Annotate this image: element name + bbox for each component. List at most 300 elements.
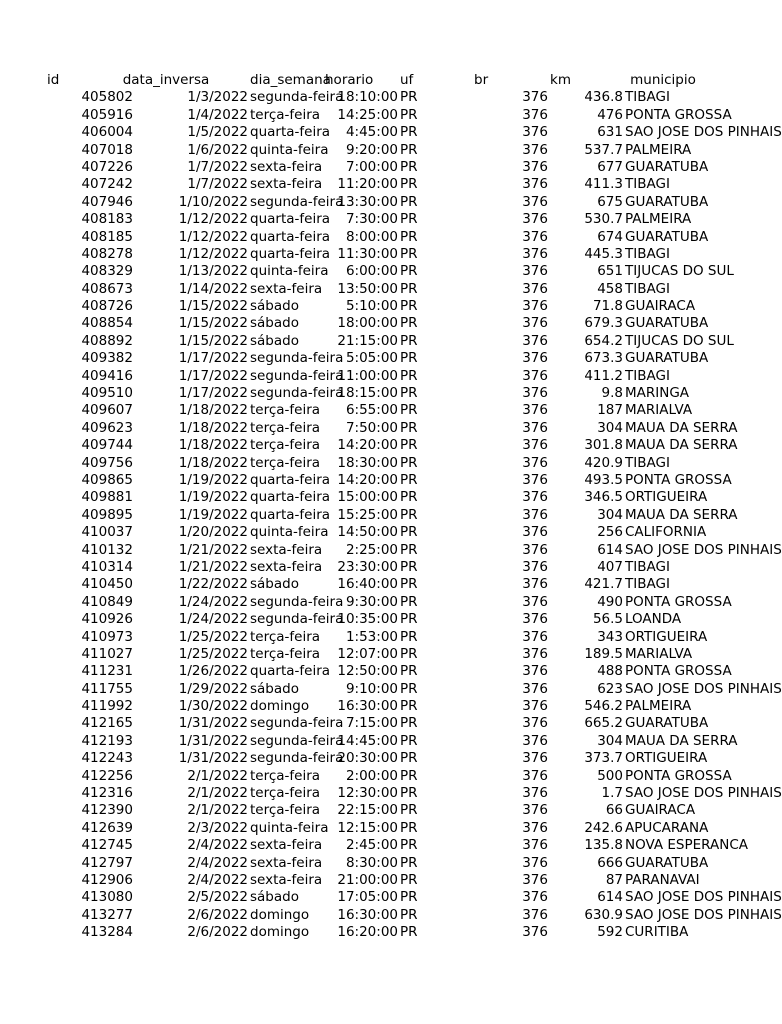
cell-uf[interactable]: PR: [400, 802, 418, 819]
cell-data-inversa[interactable]: 2/1/2022: [187, 767, 248, 784]
cell-km[interactable]: 189.5: [584, 645, 623, 662]
cell-id[interactable]: 411992: [81, 698, 133, 715]
cell-km[interactable]: 407: [597, 558, 623, 575]
cell-uf[interactable]: PR: [400, 385, 418, 402]
cell-municipio[interactable]: GUAIRACA: [625, 298, 696, 315]
cell-id[interactable]: 409416: [81, 367, 133, 384]
cell-data-inversa[interactable]: 1/31/2022: [178, 750, 248, 767]
cell-id[interactable]: 408278: [81, 245, 133, 262]
cell-data-inversa[interactable]: 2/4/2022: [187, 871, 248, 888]
cell-horario[interactable]: 8:30:00: [345, 854, 398, 871]
cell-km[interactable]: 373.7: [584, 750, 623, 767]
cell-horario[interactable]: 13:30:00: [337, 193, 398, 210]
cell-uf[interactable]: PR: [400, 837, 418, 854]
cell-data-inversa[interactable]: 1/31/2022: [178, 715, 248, 732]
cell-dia-semana[interactable]: sexta-feira: [250, 158, 323, 175]
cell-horario[interactable]: 22:15:00: [337, 802, 398, 819]
cell-uf[interactable]: PR: [400, 593, 418, 610]
cell-municipio[interactable]: PALMEIRA: [625, 698, 692, 715]
cell-horario[interactable]: 6:00:00: [345, 263, 398, 280]
cell-data-inversa[interactable]: 1/19/2022: [178, 471, 248, 488]
cell-municipio[interactable]: ORTIGUEIRA: [625, 628, 708, 645]
cell-municipio[interactable]: TIJUCAS DO SUL: [625, 332, 734, 349]
cell-uf[interactable]: PR: [400, 106, 418, 123]
cell-uf[interactable]: PR: [400, 715, 418, 732]
cell-municipio[interactable]: GUARATUBA: [625, 715, 709, 732]
cell-km[interactable]: 665.2: [584, 715, 623, 732]
cell-horario[interactable]: 9:10:00: [345, 680, 398, 697]
cell-municipio[interactable]: SAO JOSE DOS PINHAIS: [625, 785, 782, 802]
cell-dia-semana[interactable]: sexta-feira: [250, 871, 323, 888]
cell-id[interactable]: 407226: [81, 158, 133, 175]
cell-data-inversa[interactable]: 1/24/2022: [178, 611, 248, 628]
cell-id[interactable]: 405916: [81, 106, 133, 123]
cell-id[interactable]: 410973: [81, 628, 133, 645]
cell-id[interactable]: 409895: [81, 506, 133, 523]
cell-horario[interactable]: 15:00:00: [337, 489, 398, 506]
cell-uf[interactable]: PR: [400, 298, 418, 315]
cell-dia-semana[interactable]: sexta-feira: [250, 837, 323, 854]
cell-km[interactable]: 445.3: [584, 245, 623, 262]
cell-id[interactable]: 413277: [81, 906, 133, 923]
cell-uf[interactable]: PR: [400, 924, 418, 941]
cell-dia-semana[interactable]: segunda-feira: [250, 89, 344, 106]
cell-br[interactable]: 376: [522, 802, 548, 819]
cell-id[interactable]: 407242: [81, 176, 133, 193]
cell-uf[interactable]: PR: [400, 124, 418, 141]
cell-km[interactable]: 592: [597, 924, 623, 941]
cell-municipio[interactable]: MAUA DA SERRA: [625, 506, 738, 523]
cell-municipio[interactable]: GUAIRACA: [625, 802, 696, 819]
cell-br[interactable]: 376: [522, 367, 548, 384]
cell-km[interactable]: 304: [597, 419, 623, 436]
cell-id[interactable]: 409744: [81, 437, 133, 454]
cell-br[interactable]: 376: [522, 698, 548, 715]
cell-id[interactable]: 412256: [81, 767, 133, 784]
cell-municipio[interactable]: GUARATUBA: [625, 228, 709, 245]
cell-data-inversa[interactable]: 1/3/2022: [187, 89, 248, 106]
cell-uf[interactable]: PR: [400, 89, 418, 106]
cell-km[interactable]: 135.8: [584, 837, 623, 854]
cell-data-inversa[interactable]: 1/12/2022: [178, 245, 248, 262]
cell-km[interactable]: 304: [597, 732, 623, 749]
cell-br[interactable]: 376: [522, 419, 548, 436]
cell-uf[interactable]: PR: [400, 454, 418, 471]
cell-br[interactable]: 376: [522, 524, 548, 541]
cell-data-inversa[interactable]: 2/5/2022: [187, 889, 248, 906]
cell-data-inversa[interactable]: 1/7/2022: [187, 158, 248, 175]
cell-km[interactable]: 651: [597, 263, 623, 280]
cell-id[interactable]: 408892: [81, 332, 133, 349]
header-id[interactable]: id: [47, 72, 60, 88]
cell-km[interactable]: 421.7: [584, 576, 623, 593]
cell-id[interactable]: 413284: [81, 924, 133, 941]
cell-horario[interactable]: 12:30:00: [337, 785, 398, 802]
cell-horario[interactable]: 15:25:00: [337, 506, 398, 523]
cell-km[interactable]: 493.5: [584, 471, 623, 488]
cell-br[interactable]: 376: [522, 663, 548, 680]
cell-horario[interactable]: 1:53:00: [345, 628, 398, 645]
cell-municipio[interactable]: CALIFORNIA: [625, 524, 707, 541]
cell-dia-semana[interactable]: sexta-feira: [250, 558, 323, 575]
cell-km[interactable]: 623: [597, 680, 623, 697]
cell-uf[interactable]: PR: [400, 767, 418, 784]
cell-br[interactable]: 376: [522, 767, 548, 784]
cell-horario[interactable]: 17:05:00: [337, 889, 398, 906]
cell-horario[interactable]: 13:50:00: [337, 280, 398, 297]
cell-horario[interactable]: 6:55:00: [345, 402, 398, 419]
cell-id[interactable]: 412639: [81, 819, 133, 836]
cell-municipio[interactable]: PONTA GROSSA: [625, 767, 732, 784]
cell-km[interactable]: 304: [597, 506, 623, 523]
cell-id[interactable]: 407946: [81, 193, 133, 210]
header-uf[interactable]: uf: [400, 72, 414, 88]
cell-municipio[interactable]: PONTA GROSSA: [625, 663, 732, 680]
cell-br[interactable]: 376: [522, 611, 548, 628]
cell-horario[interactable]: 14:50:00: [337, 524, 398, 541]
cell-km[interactable]: 436.8: [584, 89, 623, 106]
cell-uf[interactable]: PR: [400, 402, 418, 419]
cell-uf[interactable]: PR: [400, 211, 418, 228]
cell-municipio[interactable]: TIJUCAS DO SUL: [625, 263, 734, 280]
cell-br[interactable]: 376: [522, 924, 548, 941]
cell-municipio[interactable]: TIBAGI: [625, 454, 670, 471]
cell-dia-semana[interactable]: quarta-feira: [250, 489, 331, 506]
cell-br[interactable]: 376: [522, 785, 548, 802]
cell-dia-semana[interactable]: terça-feira: [250, 454, 321, 471]
cell-km[interactable]: 411.3: [584, 176, 623, 193]
cell-id[interactable]: 411027: [81, 645, 133, 662]
cell-id[interactable]: 410314: [81, 558, 133, 575]
cell-horario[interactable]: 12:15:00: [337, 819, 398, 836]
cell-dia-semana[interactable]: terça-feira: [250, 437, 321, 454]
cell-br[interactable]: 376: [522, 837, 548, 854]
cell-uf[interactable]: PR: [400, 350, 418, 367]
cell-id[interactable]: 408726: [81, 298, 133, 315]
header-dia-semana[interactable]: dia_semana: [250, 72, 331, 88]
cell-km[interactable]: 420.9: [584, 454, 623, 471]
cell-id[interactable]: 409382: [81, 350, 133, 367]
cell-br[interactable]: 376: [522, 558, 548, 575]
cell-horario[interactable]: 16:20:00: [337, 924, 398, 941]
cell-horario[interactable]: 11:20:00: [337, 176, 398, 193]
cell-id[interactable]: 407018: [81, 141, 133, 158]
cell-uf[interactable]: PR: [400, 541, 418, 558]
cell-uf[interactable]: PR: [400, 871, 418, 888]
cell-uf[interactable]: PR: [400, 141, 418, 158]
cell-uf[interactable]: PR: [400, 628, 418, 645]
cell-id[interactable]: 410037: [81, 524, 133, 541]
cell-id[interactable]: 408854: [81, 315, 133, 332]
cell-km[interactable]: 476: [597, 106, 623, 123]
cell-horario[interactable]: 18:15:00: [337, 385, 398, 402]
cell-data-inversa[interactable]: 2/1/2022: [187, 802, 248, 819]
cell-municipio[interactable]: CURITIBA: [625, 924, 689, 941]
cell-br[interactable]: 376: [522, 385, 548, 402]
cell-dia-semana[interactable]: segunda-feira: [250, 715, 344, 732]
cell-horario[interactable]: 7:30:00: [345, 211, 398, 228]
cell-km[interactable]: 9.8: [601, 385, 623, 402]
cell-data-inversa[interactable]: 1/17/2022: [178, 350, 248, 367]
cell-data-inversa[interactable]: 1/14/2022: [178, 280, 248, 297]
cell-id[interactable]: 410450: [81, 576, 133, 593]
cell-br[interactable]: 376: [522, 332, 548, 349]
cell-km[interactable]: 614: [597, 889, 623, 906]
cell-uf[interactable]: PR: [400, 645, 418, 662]
cell-dia-semana[interactable]: quarta-feira: [250, 506, 331, 523]
cell-km[interactable]: 1.7: [601, 785, 623, 802]
cell-horario[interactable]: 5:10:00: [345, 298, 398, 315]
cell-horario[interactable]: 5:05:00: [345, 350, 398, 367]
cell-br[interactable]: 376: [522, 889, 548, 906]
cell-id[interactable]: 412745: [81, 837, 133, 854]
cell-km[interactable]: 87: [605, 871, 623, 888]
cell-municipio[interactable]: MARIALVA: [625, 402, 693, 419]
cell-id[interactable]: 409510: [81, 385, 133, 402]
cell-municipio[interactable]: PONTA GROSSA: [625, 593, 732, 610]
cell-horario[interactable]: 4:45:00: [345, 124, 398, 141]
cell-id[interactable]: 412193: [81, 732, 133, 749]
cell-km[interactable]: 411.2: [584, 367, 623, 384]
cell-municipio[interactable]: SAO JOSE DOS PINHAIS: [625, 541, 782, 558]
cell-br[interactable]: 376: [522, 280, 548, 297]
cell-uf[interactable]: PR: [400, 819, 418, 836]
cell-municipio[interactable]: LOANDA: [625, 611, 682, 628]
cell-municipio[interactable]: SAO JOSE DOS PINHAIS: [625, 124, 782, 141]
cell-km[interactable]: 56.5: [592, 611, 623, 628]
cell-horario[interactable]: 14:25:00: [337, 106, 398, 123]
cell-id[interactable]: 410926: [81, 611, 133, 628]
cell-uf[interactable]: PR: [400, 437, 418, 454]
cell-municipio[interactable]: TIBAGI: [625, 576, 670, 593]
cell-uf[interactable]: PR: [400, 367, 418, 384]
cell-horario[interactable]: 2:25:00: [345, 541, 398, 558]
cell-id[interactable]: 412243: [81, 750, 133, 767]
cell-dia-semana[interactable]: quarta-feira: [250, 663, 331, 680]
cell-br[interactable]: 376: [522, 124, 548, 141]
cell-horario[interactable]: 14:45:00: [337, 732, 398, 749]
cell-id[interactable]: 406004: [81, 124, 133, 141]
cell-data-inversa[interactable]: 1/25/2022: [178, 645, 248, 662]
cell-dia-semana[interactable]: quarta-feira: [250, 124, 331, 141]
cell-km[interactable]: 301.8: [584, 437, 623, 454]
cell-municipio[interactable]: PONTA GROSSA: [625, 106, 732, 123]
cell-horario[interactable]: 18:30:00: [337, 454, 398, 471]
cell-data-inversa[interactable]: 2/3/2022: [187, 819, 248, 836]
cell-dia-semana[interactable]: quarta-feira: [250, 211, 331, 228]
cell-br[interactable]: 376: [522, 750, 548, 767]
cell-data-inversa[interactable]: 1/18/2022: [178, 437, 248, 454]
cell-dia-semana[interactable]: quarta-feira: [250, 471, 331, 488]
cell-data-inversa[interactable]: 1/25/2022: [178, 628, 248, 645]
cell-km[interactable]: 500: [597, 767, 623, 784]
cell-horario[interactable]: 9:30:00: [345, 593, 398, 610]
cell-municipio[interactable]: SAO JOSE DOS PINHAIS: [625, 680, 782, 697]
cell-dia-semana[interactable]: segunda-feira: [250, 350, 344, 367]
cell-br[interactable]: 376: [522, 106, 548, 123]
cell-data-inversa[interactable]: 1/10/2022: [178, 193, 248, 210]
cell-dia-semana[interactable]: terça-feira: [250, 802, 321, 819]
cell-uf[interactable]: PR: [400, 263, 418, 280]
cell-uf[interactable]: PR: [400, 332, 418, 349]
cell-id[interactable]: 410132: [81, 541, 133, 558]
cell-km[interactable]: 66: [605, 802, 623, 819]
cell-data-inversa[interactable]: 1/26/2022: [178, 663, 248, 680]
cell-uf[interactable]: PR: [400, 228, 418, 245]
cell-municipio[interactable]: PARANAVAI: [625, 871, 700, 888]
cell-br[interactable]: 376: [522, 471, 548, 488]
cell-uf[interactable]: PR: [400, 280, 418, 297]
cell-horario[interactable]: 14:20:00: [337, 437, 398, 454]
cell-id[interactable]: 412165: [81, 715, 133, 732]
cell-km[interactable]: 256: [597, 524, 623, 541]
cell-br[interactable]: 376: [522, 158, 548, 175]
cell-br[interactable]: 376: [522, 680, 548, 697]
cell-uf[interactable]: PR: [400, 558, 418, 575]
cell-data-inversa[interactable]: 1/6/2022: [187, 141, 248, 158]
cell-km[interactable]: 490: [597, 593, 623, 610]
cell-id[interactable]: 408329: [81, 263, 133, 280]
cell-id[interactable]: 411231: [81, 663, 133, 680]
cell-km[interactable]: 537.7: [584, 141, 623, 158]
cell-dia-semana[interactable]: sábado: [250, 315, 299, 332]
cell-municipio[interactable]: TIBAGI: [625, 558, 670, 575]
cell-horario[interactable]: 7:00:00: [345, 158, 398, 175]
cell-br[interactable]: 376: [522, 141, 548, 158]
cell-horario[interactable]: 21:15:00: [337, 332, 398, 349]
cell-br[interactable]: 376: [522, 541, 548, 558]
cell-id[interactable]: 412390: [81, 802, 133, 819]
cell-id[interactable]: 408185: [81, 228, 133, 245]
cell-uf[interactable]: PR: [400, 506, 418, 523]
cell-municipio[interactable]: GUARATUBA: [625, 854, 709, 871]
cell-uf[interactable]: PR: [400, 176, 418, 193]
cell-dia-semana[interactable]: domingo: [250, 698, 310, 715]
cell-data-inversa[interactable]: 1/15/2022: [178, 315, 248, 332]
cell-id[interactable]: 409865: [81, 471, 133, 488]
cell-br[interactable]: 376: [522, 628, 548, 645]
cell-id[interactable]: 408183: [81, 211, 133, 228]
cell-km[interactable]: 343: [597, 628, 623, 645]
cell-data-inversa[interactable]: 1/18/2022: [178, 419, 248, 436]
cell-horario[interactable]: 12:07:00: [337, 645, 398, 662]
cell-data-inversa[interactable]: 1/17/2022: [178, 367, 248, 384]
cell-uf[interactable]: PR: [400, 906, 418, 923]
cell-br[interactable]: 376: [522, 315, 548, 332]
cell-br[interactable]: 376: [522, 437, 548, 454]
cell-dia-semana[interactable]: quarta-feira: [250, 245, 331, 262]
cell-uf[interactable]: PR: [400, 489, 418, 506]
cell-municipio[interactable]: GUARATUBA: [625, 193, 709, 210]
cell-data-inversa[interactable]: 1/18/2022: [178, 454, 248, 471]
cell-horario[interactable]: 10:35:00: [337, 611, 398, 628]
cell-dia-semana[interactable]: sábado: [250, 298, 299, 315]
cell-km[interactable]: 458: [597, 280, 623, 297]
cell-municipio[interactable]: GUARATUBA: [625, 158, 709, 175]
cell-uf[interactable]: PR: [400, 732, 418, 749]
cell-id[interactable]: 412797: [81, 854, 133, 871]
cell-data-inversa[interactable]: 2/1/2022: [187, 785, 248, 802]
cell-dia-semana[interactable]: quinta-feira: [250, 263, 329, 280]
cell-municipio[interactable]: PALMEIRA: [625, 211, 692, 228]
cell-data-inversa[interactable]: 1/15/2022: [178, 298, 248, 315]
cell-br[interactable]: 376: [522, 211, 548, 228]
cell-dia-semana[interactable]: quinta-feira: [250, 141, 329, 158]
cell-dia-semana[interactable]: quinta-feira: [250, 524, 329, 541]
cell-dia-semana[interactable]: quinta-feira: [250, 819, 329, 836]
cell-dia-semana[interactable]: segunda-feira: [250, 732, 344, 749]
cell-km[interactable]: 673.3: [584, 350, 623, 367]
cell-dia-semana[interactable]: sexta-feira: [250, 280, 323, 297]
cell-dia-semana[interactable]: segunda-feira: [250, 193, 344, 210]
cell-municipio[interactable]: MAUA DA SERRA: [625, 732, 738, 749]
cell-municipio[interactable]: MAUA DA SERRA: [625, 437, 738, 454]
cell-dia-semana[interactable]: sexta-feira: [250, 854, 323, 871]
cell-data-inversa[interactable]: 1/21/2022: [178, 541, 248, 558]
cell-municipio[interactable]: SAO JOSE DOS PINHAIS: [625, 889, 782, 906]
cell-dia-semana[interactable]: terça-feira: [250, 106, 321, 123]
cell-km[interactable]: 614: [597, 541, 623, 558]
cell-horario[interactable]: 7:50:00: [345, 419, 398, 436]
cell-data-inversa[interactable]: 1/12/2022: [178, 228, 248, 245]
cell-km[interactable]: 654.2: [584, 332, 623, 349]
cell-br[interactable]: 376: [522, 871, 548, 888]
cell-dia-semana[interactable]: sexta-feira: [250, 541, 323, 558]
cell-horario[interactable]: 11:30:00: [337, 245, 398, 262]
cell-km[interactable]: 675: [597, 193, 623, 210]
cell-horario[interactable]: 16:40:00: [337, 576, 398, 593]
cell-dia-semana[interactable]: segunda-feira: [250, 611, 344, 628]
cell-data-inversa[interactable]: 1/24/2022: [178, 593, 248, 610]
cell-uf[interactable]: PR: [400, 419, 418, 436]
cell-br[interactable]: 376: [522, 350, 548, 367]
cell-data-inversa[interactable]: 1/30/2022: [178, 698, 248, 715]
cell-horario[interactable]: 21:00:00: [337, 871, 398, 888]
cell-br[interactable]: 376: [522, 228, 548, 245]
cell-uf[interactable]: PR: [400, 315, 418, 332]
cell-dia-semana[interactable]: terça-feira: [250, 767, 321, 784]
cell-km[interactable]: 677: [597, 158, 623, 175]
cell-dia-semana[interactable]: domingo: [250, 906, 310, 923]
cell-municipio[interactable]: TIBAGI: [625, 89, 670, 106]
cell-data-inversa[interactable]: 1/4/2022: [187, 106, 248, 123]
cell-municipio[interactable]: TIBAGI: [625, 245, 670, 262]
cell-km[interactable]: 71.8: [592, 298, 623, 315]
cell-municipio[interactable]: MARINGA: [625, 385, 690, 402]
cell-horario[interactable]: 20:30:00: [337, 750, 398, 767]
cell-municipio[interactable]: TIBAGI: [625, 280, 670, 297]
header-municipio[interactable]: municipio: [630, 72, 696, 88]
cell-br[interactable]: 376: [522, 732, 548, 749]
cell-horario[interactable]: 12:50:00: [337, 663, 398, 680]
cell-data-inversa[interactable]: 1/19/2022: [178, 506, 248, 523]
cell-municipio[interactable]: NOVA ESPERANCA: [625, 837, 748, 854]
cell-br[interactable]: 376: [522, 715, 548, 732]
cell-uf[interactable]: PR: [400, 158, 418, 175]
cell-dia-semana[interactable]: quarta-feira: [250, 228, 331, 245]
cell-data-inversa[interactable]: 1/13/2022: [178, 263, 248, 280]
cell-dia-semana[interactable]: terça-feira: [250, 402, 321, 419]
cell-municipio[interactable]: SAO JOSE DOS PINHAIS: [625, 906, 782, 923]
cell-horario[interactable]: 23:30:00: [337, 558, 398, 575]
cell-data-inversa[interactable]: 1/31/2022: [178, 732, 248, 749]
cell-data-inversa[interactable]: 1/29/2022: [178, 680, 248, 697]
cell-br[interactable]: 376: [522, 576, 548, 593]
cell-dia-semana[interactable]: terça-feira: [250, 645, 321, 662]
cell-horario[interactable]: 11:00:00: [337, 367, 398, 384]
cell-data-inversa[interactable]: 1/17/2022: [178, 385, 248, 402]
cell-id[interactable]: 405802: [81, 89, 133, 106]
